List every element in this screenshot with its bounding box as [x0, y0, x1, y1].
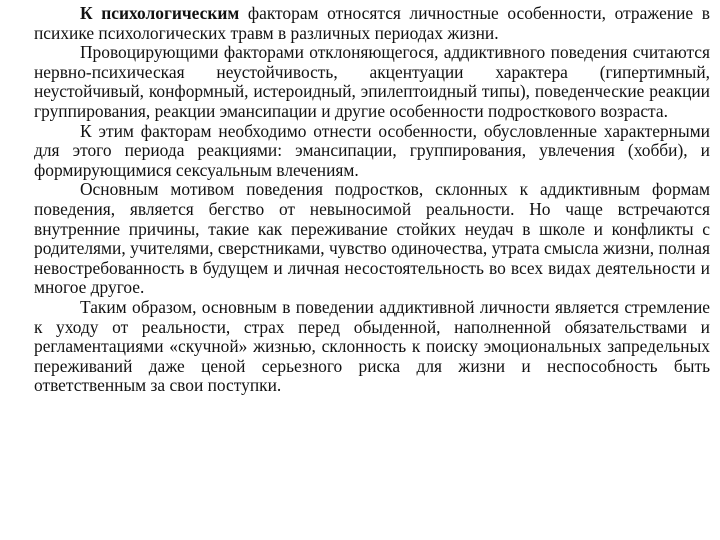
paragraph-age-reactions: К этим факторам необходимо отнести особенности, обусловленные характерными для этого периода реакциями: эмансипации, группирования, увлечения (хобби), и формирующимися сексуальным влечениям. — [34, 120, 710, 180]
paragraph-provoking-factors: Провоцирующими факторами отклоняющегося, аддиктивного поведения считаются нервно-психическая неустойчивость, акцентуации характера (гипертимный, неустойчивый, конформный, истероидный, эпилептоидный типы), поведенческие реакции группирования, реакции эмансипации и другие особенности подросткового возраста. — [34, 42, 710, 121]
paragraph-lead-bold: К психологическим — [80, 3, 240, 23]
paragraph-psychological-factors — [34, 4, 710, 43]
paragraph-text: факторам относятся личностные особенности, отражение в психике психологических травм в различных периодах жизни. — [34, 3, 710, 43]
paragraph-main-motive: Основным мотивом поведения подростков, склонных к аддиктивным формам поведения, является бегство от невыносимой реальности. Но чаще встречаются внутренние причины, такие как переживание стойких неудач в школе и конфликты с родителями, учителями, сверстниками, чувство одиночества, утрата смысла жизни, полная невостребованность в будущем и личная несостоятельность во всех видах деятельности и многое другое. — [34, 179, 710, 298]
paragraph-conclusion: Таким образом, основным в поведении аддиктивной личности является стремление к уходу от реальности, страх перед обыденной, наполненной обязательствами и регламентациями «скучной» жизнью, склонность к поиску эмоциональных запредельных переживаний даже ценой серьезного риска для жизни и неспособность быть ответственным за свои поступки. — [34, 296, 710, 396]
